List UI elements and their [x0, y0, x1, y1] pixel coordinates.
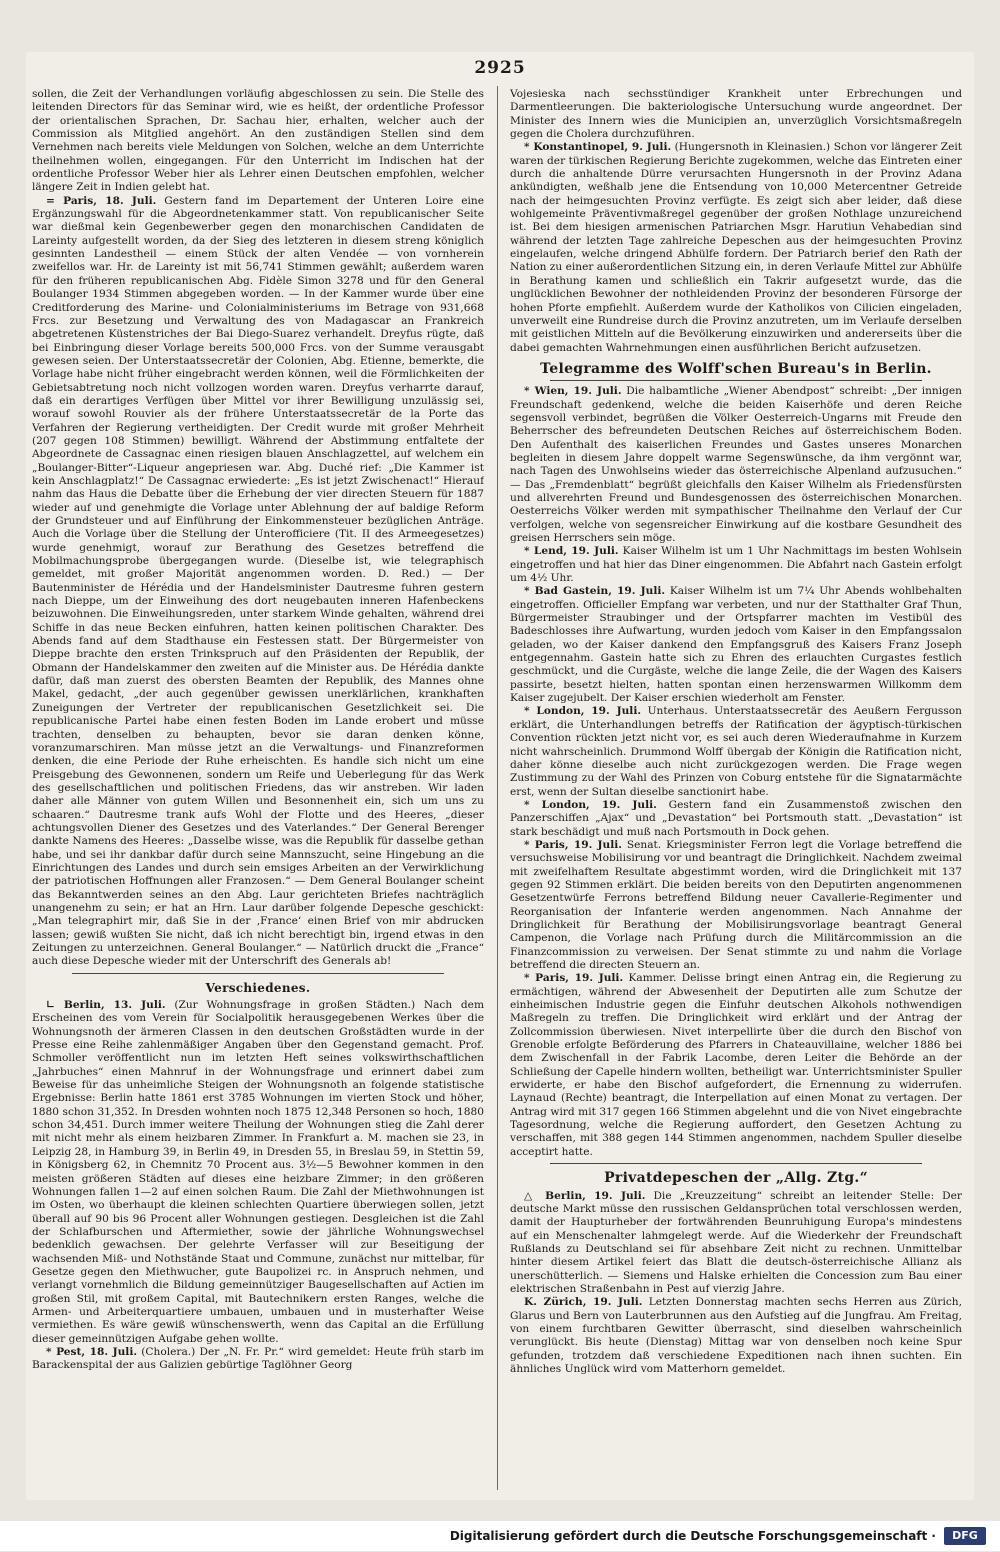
section-heading: Verschiedenes. [205, 980, 311, 995]
telegram [510, 705, 962, 798]
dateline: * London, 19. Juli. [524, 705, 642, 718]
dateline: * Konstantinopel, 9. Juli. [524, 141, 672, 154]
dispatch-text: Letzten Donnerstag machten sechs Herren aus Zürich, Glarus und Bern von Lauterbrunnen aus den Aufstieg auf die Jungfrau. Am Freitag, von einem furchtbaren Gewitter überrascht, sind dieselben wahrscheinlich verunglückt. Bis heute (Dienstag) Mittag war von denselben noch keine Spur gefunden, trotzdem daß verschiedene Expeditionen nach ihnen suchten. Ein ähnliches Unglück wird vom Matterhorn gemeldet. [510, 1296, 962, 1375]
digitization-footer [0, 1521, 1000, 1551]
telegram-text: Gestern fand ein Zusammenstoß zwischen den Panzerschiffen „Ajax“ und „Devastation“ bei Portsmouth statt. „Devastation“ ist stark beschädigt und muß nach Portsmouth in Dock gehen. [510, 798, 962, 838]
telegram-text: Kaiser Wilhelm ist um 1 Uhr Nachmittags im besten Wohlsein eingetroffen und hat hier das Diner eingenommen. Die Abfahrt nach Gastein erfolgt um 4½ Uhr. [510, 545, 962, 585]
article-text: Schon vor längerer Zeit waren der türkischen Regierung Berichte zugekommen, welche das Eintreten einer durch die anhaltende Dürre verursachten Hungersnoth in der Provinz Adana ankündigten, weßhalb jene die Entsendung von 10,000 Metercentner Getreide nach der heimgesuchten Provinz verfügte. Es zeigt sich aber leider, daß diese wohlgemeinte Präventivmaßregel gegenüber der großen Nothlage unzureichend ist. Bei dem hiesigen armenischen Patriarchen Msgr. Harutiun Vehabedian sind während der letzten Tage zahlreiche Depeschen aus der heimgesuchten Provinz eingelaufen, welche dringend Abhülfe fordern. Der Patriarch berief den Rath der Nation zu einer außerordentlichen Sitzung ein, in deren Verlaufe Mittel zur Abhülfe in Berathung kamen und schließlich ein Takrir aufgesetzt wurde, das die unglücklichen Bewohner der nothleidenden Provinz der besonderen Fürsorge der hohen Pforte empfiehlt. Außerdem wurde der Katholikos von Cilicien eingeladen, unverweilt eine Rundreise durch die Provinz anzutreten, um im Verlaufe derselben mit geistlichen Mitteln auf die Bevölkerung einzuwirken und andererseits über die dabei gemachten Wahrnehmungen einen ausführlichen Bericht aufzusetzen. [510, 141, 962, 354]
telegram [510, 545, 962, 585]
telegram [510, 585, 962, 705]
dateline: = Paris, 18. Juli. [46, 194, 157, 207]
article-topic: (Hungersnoth in Kleinasien.) [674, 141, 831, 154]
dfg-logo: DFG [944, 1527, 986, 1545]
article-paragraph [32, 1346, 484, 1373]
dispatch [510, 1190, 962, 1297]
dateline: * Paris, 19. Juli. [524, 838, 622, 851]
section-rule [550, 1163, 922, 1164]
telegram-text: Unterhaus. Unterstaatssecretär des Aeußern Fergusson erklärt, die Unterhandlungen betreffs der Ratification der ägyptisch-türkischen Convention rückten jetzt nicht vor, es sei auch deren Wiederaufnahme in Kurzem nicht wahrscheinlich. Drummond Wolff übergab der Königin die Ratification nicht, daher könne dieselbe auch nicht zurückgezogen werden. Die Frage wegen Zustimmung zu der Wahl des Prinzen von Coburg entstehe für die Signatarmächte erst, wenn der Sultan dieselbe sanctionirt habe. [510, 705, 962, 798]
newspaper-page [26, 52, 974, 1500]
telegram [510, 972, 962, 1159]
telegram-text: Kammer. Delisse bringt einen Antrag ein, die Regierung zu ermächtigen, während der Abwesenheit der Deputirten alle zum Schutze der einheimischen Industrie gegen die Einfuhr deutschen Alkohols nothwendigen Maßregeln zu treffen. Die Dringlichkeit wird erklärt und der Antrag der Zollcommission überwiesen. Nivet interpellirte über die durch den Bischof von Grenoble erfolgte Beförderung des Pfarrers in Chateauvillaine, welcher 1886 bei dem Zwischenfall in der Fabrik Lacombe, deren Leiter die Behörde an der Schließung der Capelle hindern wollten, betheiligt war. Unterrichtsminister Spuller erwiderte, er habe den Bischof aufgefordert, die Ernennung zu widerrufen. Laynaud (Rechte) beantragt, die Interpellation auf einen Monat zu vertagen. Der Antrag wird mit 317 gegen 166 Stimmen abgelehnt und die von Nivet eingebrachte Tagesordnung, welche die Regierung auffordert, den Gesetzen Achtung zu verschaffen, mit 388 gegen 144 Stimmen angenommen, nachdem Spuller dieselbe acceptirt hatte. [510, 972, 962, 1158]
article-paragraph: sollen, die Zeit der Verhandlungen vorläufig abgeschlossen zu sein. Die Stelle des leitenden Directors für das Seminar wird, wie es heißt, der ordentliche Professor der orientalischen Sprachen, Dr. Sachau hier, erhalten, welcher auch der Commission als Mitglied angehört. An den zuständigen Stellen sind dem Vernehmen nach bereits viele Meldungen von Solchen, welche an dem Unterrichte theilnehmen wollen, eingegangen. Für den Unterricht im Indischen hat der ordentliche Professor Weber hier als Lehrer einen Deutschen empfohlen, welcher längere Zeit in Indien gelebt hat. [32, 88, 484, 194]
section-heading: Privatdepeschen der „Allg. Ztg.“ [604, 1170, 868, 1187]
article-paragraph [32, 195, 484, 969]
dateline: * Paris, 19. Juli. [524, 972, 624, 985]
section-rule [550, 380, 922, 381]
article-paragraph [32, 999, 484, 1346]
telegram-text: Die halbamtliche „Wiener Abendpost“ schreibt: „Der innigen Freundschaft gedenkend, welche die beiden Kaiserhöfe und deren Reiche segensvoll verbindet, begrüßen die Völker Oesterreich-Ungarns mit Freude den Beherrscher des befreundeten Deutschen Reiches auf österreichischem Boden. Den Aufenthalt des kaiserlichen Freundes und Gastes unseres Monarchen begleiten in diesem Jahre doppelt warme Segenswünsche, da ihm vergönnt war, nach Tagen des Unwohlseins wieder das österreichische Alpenland aufzusuchen.“ — Das „Fremdenblatt“ begrüßt gleichfalls den Kaiser Wilhelm als Friedensfürsten und allverehrten Freund und Bundesgenossen des österreichischen Monarchen. Oesterreichs Völker werden mit sympathischer Theilnahme den Verlauf der Cur verfolgen, welche von segensreicher Einwirkung auf die kostbare Gesundheit des greisen Herrschers sein möge. [510, 385, 962, 544]
dateline: * London, 19. Juli. [524, 798, 657, 811]
telegram-text: Kaiser Wilhelm ist um 7¼ Uhr Abends wohlbehalten eingetroffen. Officieller Empfang war verbeten, und nur der Statthalter Graf Thun, Bürgermeister Straubinger und der Ortspfarrer machten im Vestibül des Badeschlosses ihre Aufwartung, wurden jedoch vom Kaiser in den Empfangssalon geladen, wo der Kaiser dankend den Empfangsgruß des Kaisers Franz Joseph entgegennahm. Gastein hatte sich zu Ehren des erlauchten Curgastes festlich geschmückt, und die Curgäste, welche die lange Zeile, die der Wagen des Kaisers passirte, besetzt hielten, hatten spontan einen herzenswarmen Willkomm dem Kaiser zugejubelt. Der Kaiser erschien wiederholt am Fenster. [510, 585, 962, 705]
section-heading: Telegramme des Wolff'schen Bureau's in Berlin. [540, 360, 932, 377]
dateline: △ Berlin, 19. Juli. [524, 1189, 646, 1202]
page-number: 2925 [474, 58, 526, 78]
dateline: * Wien, 19. Juli. [524, 385, 622, 398]
dateline: K. Zürich, 19. Juli. [524, 1296, 643, 1309]
telegram [510, 839, 962, 972]
telegram-text: Senat. Kriegsminister Ferron legt die Vorlage betreffend die versuchsweise Mobilisirung vor und beantragt die Dringlichkeit. Nachdem zweimal mit zweifelhaftem Resultate abgestimmt worden, wird die Dringlichkeit mit 137 gegen 92 Stimmen erklärt. Die beiden bereits von den Deputirten angenommenen Gesetzentwürfe Ferrons betreffend Bildung neuer Cavallerie-Regimenter und Reorganisation der Infanterie werden angenommen. Nach Annahme der Dringlichkeit für Berathung der Mobilisirungsvorlage beantragt General Campenon, die Vorlage nach Prüfung durch die Militärcommission an die Finanzcommission zu verweisen. Der Senat stimmte zu und nahm die Vorlage betreffend die directen Steuern an. [510, 838, 962, 971]
column-divider [497, 86, 498, 1490]
section-rule [72, 973, 444, 974]
telegram [510, 799, 962, 839]
dateline: * Pest, 18. Juli. [46, 1345, 138, 1358]
article-topic: (Zur Wohnungsfrage in großen Städten.) [174, 999, 416, 1012]
dispatch-text: Die „Kreuzzeitung“ schreibt an leitender Stelle: Der deutsche Markt müsse den russischen Geldansprüchen total verschlossen werden, damit der Haupturheber der fortwährenden Beunruhigung Europa's mindestens auf ein Menschenalter lahmgelegt werde. Auf die Wiederkehr der Freundschaft Rußlands zu Deutschland sei für absehbare Zeit nicht zu rechnen. Unmittelbar hinter diesem Artikel feiert das Blatt die deutsch-österreichische Allianz als unerschütterlich. — Siemens und Halske erhielten die Concession zum Bau einer elektrischen Straßenbahn in Pest auf vierzig Jahre. [510, 1189, 962, 1295]
funding-credit: Digitalisierung gefördert durch die Deutsche Forschungsgemeinschaft · [449, 1529, 936, 1543]
article-paragraph [510, 141, 962, 355]
right-column [510, 88, 962, 1488]
dateline: ∟ Berlin, 13. Juli. [46, 999, 166, 1012]
article-text: (Cholera.) Der „N. Fr. Pr.“ wird gemeldet: Heute früh starb im Barackenspital der aus Galizien gebürtige Taglöhner Georg [32, 1345, 484, 1372]
dateline: * Bad Gastein, 19. Juli. [524, 585, 666, 598]
article-paragraph: Vojesieska nach sechsstündiger Krankheit unter Erbrechungen und Darmentleerungen. Die bakteriologische Untersuchung wurde angeordnet. Der Minister des Innern wies die Municipien an, unverzüglich Vorsichtsmaßregeln gegen die Cholera durchzuführen. [510, 88, 962, 141]
telegram [510, 385, 962, 545]
article-text: Nach dem Erscheinen des vom Verein für Socialpolitik herausgegebenen Werkes über die Wohnungsnoth der ärmeren Classen in den deutschen Großstädten wurde in der Presse eine Reihe zahlenmäßiger Angaben über den Gegenstand gemacht. Prof. Schmoller veröffentlicht nun im letzten Heft seines volkswirthschaftlichen „Jahrbuches“ einen Mahnruf in der Wohnungsfrage und erinnert dabei zum Beweise für das unheimliche Steigen der Wohnungsnoth an folgende statistische Ergebnisse: Berlin hatte 1861 erst 3785 Wohnungen im vierten Stock und höher, 1880 schon 31,352. In Dresden wohnten noch 1875 12,348 Personen so hoch, 1880 schon 34,451. Durch immer weitere Theilung der Wohnungen stieg die Zahl derer mit nicht mehr als einem heizbaren Zimmer. In Frankfurt a. M. machen sie 23, in Leipzig 28, in Hamburg 39, in Berlin 49, in Dresden 55, in Breslau 59, in Stettin 59, in Königsberg 62, in Chemnitz 70 Procent aus. 3½—5 Bewohner kommen in den meisten größeren Städten auf dieses eine heizbare Zimmer; in den größeren Wohnungen fallen 1—2 auf einen solchen Raum. Die Zahl der Miethwohnungen ist im Osten, wo überhaupt die kleinen schlechten Quartiere überwiegen sollen, jetzt überall auf 90 bis 96 Procent aller Wohnungen gestiegen. Desgleichen ist die Zahl der Schlafburschen und Aftermiether, sowie der jährliche Wohnungswechsel bedenklich gewachsen. Der gelehrte Verfasser will zur Beseitigung der wachsenden Miß- und Nothstände Staat und Commune, zunächst nur mittelbar, für Gesetze gegen den Miethwucher, gute Baupolizei rc. in Anspruch nehmen, und verlangt vornehmlich die Bildung gemeinnütziger Baugesellschaften auf Actien im großen Stil, mit großem Capital, mit Bautechnikern ersten Ranges, welche die Armen- und Arbeiterquartiere umbauen, umbauen und in musterhafter Weise vermiethen. Es wäre gewiß wünschenswerth, wenn das Capital an die Erfüllung dieser gemeinnützigen Aufgabe gehen wollte. [32, 999, 484, 1345]
left-column [32, 88, 484, 1488]
article-text: Gestern fand im Departement der Unteren Loire eine Ergänzungswahl für die Abgeordnetenkammer statt. Von republicanischer Seite war dießmal kein Gegenbewerber gegen den monarchischen Candidaten de Lareinty aufgestellt worden, da der Sieg des letzteren in diesem streng königlich gesinnten Landestheil — einem Stück der alten Vendée — von vornherein zweifellos war. Hr. de Lareinty ist mit 56,741 Stimmen gewählt; außerdem waren für den früheren republicanischen Abg. Fidèle Simon 3278 und für den General Boulanger 1934 Stimmen abgegeben worden. — In der Kammer wurde über eine Creditforderung des Marine- und Colonialministeriums im Betrage von 931,668 Frcs. zur Besetzung und Verwaltung des von Madagascar an Frankreich abgetretenen Küstenstriches der Bai Diego-Suarez verhandelt. Dreyfus rügte, daß bei Einbringung dieser Vorlage bereits 500,000 Frcs. von der Summe verausgabt gewesen seien. Der Unterstaatssecretär der Colonien, Abg. Etienne, bemerkte, die Vorlage habe nicht früher eingebracht werden können, weil die Förmlichkeiten der Gebietsabtretung noch nicht vollzogen worden waren. Dreyfus verharrte darauf, daß ein derartiges Verfügen über Mittel vor ihrer Bewilligung unzulässig sei, worauf sowohl Rouvier als der frühere Unterstaatssecretär de la Porte das Verfahren der Regierung vertheidigten. Der Credit wurde mit großer Mehrheit (207 gegen 108 Stimmen) bewilligt. Während der Abstimmung entfaltete der Abgeordnete de Cassagnac einen riesigen blauen Anschlagzettel, auf welchem ein „Boulanger-Bitter“-Liqueur angepriesen war. Abg. Duché rief: „Die Kammer ist kein Anschlagplatz!“ De Cassagnac erwiederte: „Es ist jetzt Zwischenact!“ Hierauf nahm das Haus die Debatte über die Erhebung der vier directen Steuern für 1887 wieder auf und genehmigte die Vorlage unter Ablehnung der auf baldige Reform der Grundsteuer und auf Einführung der Einkommensteuer bezüglichen Anträge. Auch die Vorlage über die Stellung der Unterofficiere (Tit. II des Armeegesetzes) wurde genehmigt, worauf zur Berathung des Gesetzes betreffend die Mobilmachungsprobe übergegangen wurde. (Dieselbe ist, wie telegraphisch gemeldet, mit großer Majorität angenommen worden. D. Red.) — Der Bautenminister de Hérédia und der Handelsminister Dautresme fuhren gestern nach Dieppe, um der Einweihung des dort neugebauten inneren Hafenbeckens beizuwohnen. Die Einweihungsreden, unter starkem Winde gehalten, während drei Schiffe in das neue Becken einfuhren, hatten keinen politischen Charakter. Des Abends fand auf dem Stadthause ein Festessen statt. Der Bürgermeister von Dieppe brachte den ersten Trinkspruch auf den Präsidenten der Republik, der Obmann der Handelskammer den zweiten auf die Minister aus. De Hérédia dankte dafür, daß man zuerst des obersten Beamten der Republik, des Mannes ohne Makel, gedacht, „der auch gegenüber gewissen unerklärlichen, krankhaften Zuneigungen der Vertreter der republicanischen Gesetzlichkeit sei. Die republicanische Partei habe einen festen Boden im Lande erobert und müsse trachten, denselben zu behaupten, bevor sie daran denken könne, voranzumarschiren. Man müsse jetzt an die Verwaltungs- und Finanzreformen denken, die eine Periode der Ruhe erheischten. Es handle sich nicht um eine Preisgebung des Gewonnenen, sondern um Reife und Ueberlegung für das Werk des gesellschaftlichen und politischen Friedens, das wir anstreben. Wir laden daher alle Männer von gutem Willen und Besonnenheit ein, sich um uns zu schaaren.“ Dautresme trank aufs Wohl der Flotte und des Heeres, „dieser achtungsvollen Diener des Gesetzes und des Vaterlandes.“ Der General Berenger dankte Namens des Heeres: „Dasselbe wisse, was die Republik für dasselbe gethan habe, und sei ihr dankbar dafür durch seine Mannszucht, seine Hingebung an die Einrichtungen des Landes und durch sein emsiges Arbeiten an der Verwirklichung der patriotischen Hoffnungen aller Franzosen.“ — Dem General Boulanger scheint das Bekanntwerden seines an den Abg. Laur gerichteten Briefes nachträglich unangenehm zu sein; er hat an Hrn. Laur darüber folgende Depesche geschickt: „Man telegraphirt mir, daß Sie in der ‚France‘ einen Brief von mir abdrucken lassen; gewiß wußten Sie nicht, daß ich nicht berechtigt bin, irgend etwas in den Zeitungen zu unterzeichnen. General Boulanger.“ — Natürlich druckt die „France“ auch diese Depesche wieder mit der Unterschrift des Generals ab! [32, 194, 484, 968]
dispatch [510, 1296, 962, 1376]
dateline: * Lend, 19. Juli. [524, 545, 619, 558]
